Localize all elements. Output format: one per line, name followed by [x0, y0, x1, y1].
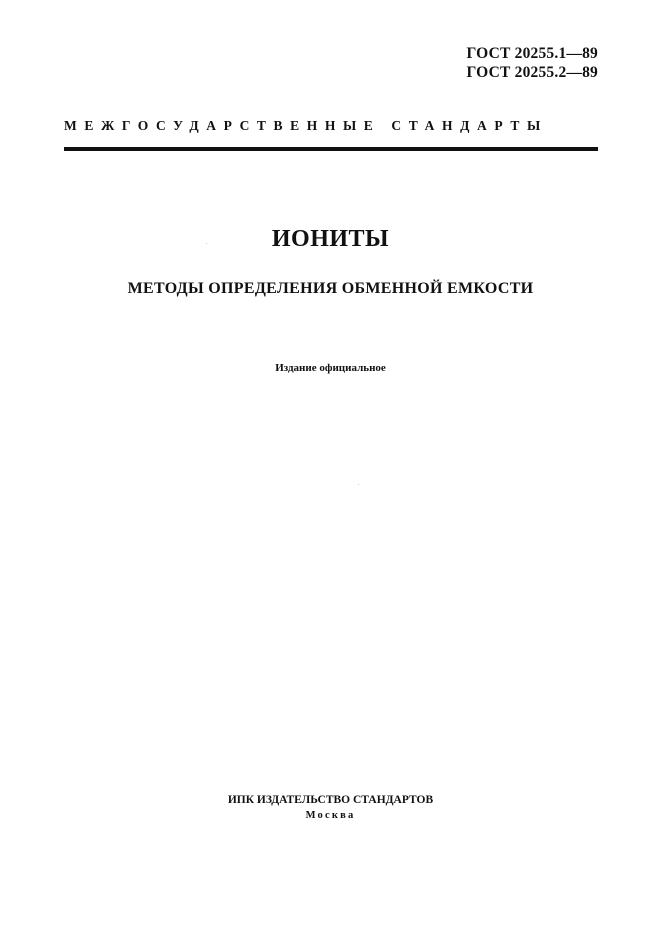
standard-code-1: ГОСТ 20255.1—89 — [466, 45, 598, 62]
series-heading: МЕЖГОСУДАРСТВЕННЫЕ СТАНДАРТЫ — [64, 118, 548, 133]
document-title: ИОНИТЫ — [271, 226, 390, 252]
standard-code-2: ГОСТ 20255.2—89 — [466, 64, 598, 81]
scan-speck — [358, 484, 359, 485]
publisher-city: Москва — [305, 810, 356, 821]
edition-note: Издание официальное — [275, 362, 386, 374]
standard-codes — [466, 44, 598, 82]
header-divider — [64, 147, 598, 151]
document-subtitle: МЕТОДЫ ОПРЕДЕЛЕНИЯ ОБМЕННОЙ ЕМКОСТИ — [127, 280, 534, 297]
publisher-name: ИПК ИЗДАТЕЛЬСТВО СТАНДАРТОВ — [227, 794, 434, 806]
scan-speck — [206, 243, 207, 244]
